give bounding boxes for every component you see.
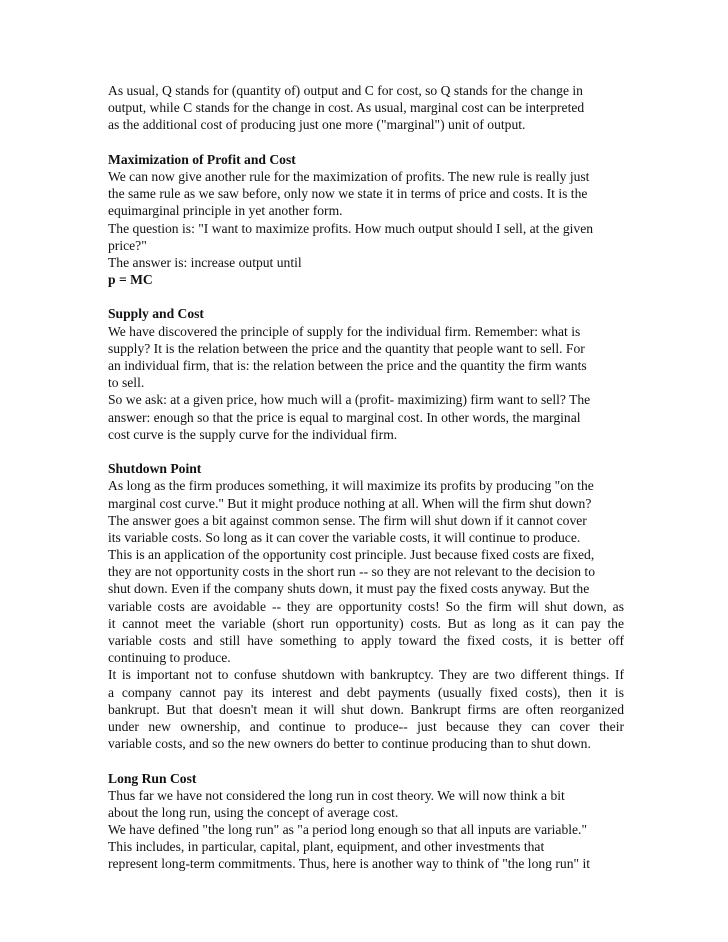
text-line: It is important not to confuse shutdown with bankruptcy. They are two different things. If	[108, 667, 624, 683]
section-heading: Maximization of Profit and Cost	[108, 151, 296, 167]
text-line: it cannot meet the variable (short run opportunity) costs. But as long as it can pay the	[108, 615, 624, 631]
text-line: the same rule as we saw before, only now we state it in terms of price and costs. It is the	[108, 186, 588, 202]
text-line: shut down. Even if the company shuts down, it must pay the fixed costs anyway. But the	[108, 581, 590, 597]
text-line: represent long-term commitments. Thus, here is another way to think of "the long run" it	[108, 856, 590, 872]
text-line: variable costs and still have something to apply toward the fixed costs, it is better off	[108, 633, 624, 648]
text-line: The answer is: increase output until	[108, 254, 302, 270]
section-heading: Long Run Cost	[108, 770, 197, 786]
text-line: output, while C stands for the change in cost. As usual, marginal cost can be interpreted	[108, 100, 585, 116]
text-line: answer: enough so that the price is equal to marginal cost. In other words, the marginal	[108, 409, 581, 425]
text-line: a company cannot pay its interest and debt payments (usually fixed costs), then it is	[108, 684, 624, 700]
text-line: This is an application of the opportunity cost principle. Just because fixed costs are fixed,	[108, 547, 595, 563]
text-line: to sell.	[108, 375, 145, 391]
text-line: equimarginal principle in yet another form.	[108, 203, 343, 219]
section-heading: Shutdown Point	[108, 461, 202, 477]
text-line: cost curve is the supply curve for the individual firm.	[108, 426, 398, 442]
text-line: as the additional cost of producing just one more ("marginal") unit of output.	[108, 117, 526, 133]
section-heading: Supply and Cost	[108, 306, 204, 322]
text-line: We have discovered the principle of supply for the individual firm. Remember: what is	[108, 323, 581, 339]
text-line: We can now give another rule for the maximization of profits. The new rule is really just	[108, 168, 590, 184]
text-line: The answer goes a bit against common sense. The firm will shut down if it cannot cover	[108, 512, 587, 528]
text-line: its variable costs. So long as it can cover the variable costs, it will continue to produce.	[108, 529, 581, 545]
text-line: continuing to produce.	[108, 650, 231, 666]
text-line: bankrupt. But that doesn't mean it will shut down. Bankrupt firms are often reorganized	[108, 701, 624, 717]
text-line: We have defined "the long run" as "a period long enough so that all inputs are variable."	[108, 822, 587, 838]
text-line: price?"	[108, 237, 147, 253]
text-line: an individual firm, that is: the relation between the price and the quantity the firm wants	[108, 358, 587, 373]
text-line: variable costs, and so the new owners do better to continue producing than to shut down.	[108, 736, 591, 752]
text-line: supply? It is the relation between the price and the quantity that people want to sell. For	[108, 340, 585, 356]
text-line: The question is: "I want to maximize profits. How much output should I sell, at the given	[108, 220, 594, 236]
text-line: As usual, Q stands for (quantity of) output and C for cost, so Q stands for the change in	[108, 83, 583, 98]
text-line: variable costs are avoidable -- they are opportunity costs! So the firm will shut down, as	[108, 598, 624, 614]
section-shutdown	[108, 460, 624, 752]
text-line: This includes, in particular, capital, plant, equipment, and other investments that	[108, 839, 545, 855]
text-line: marginal cost curve." But it might produce nothing at all. When will the firm shut down?	[108, 495, 592, 511]
formula: p = MC	[108, 272, 153, 288]
text-line: they are not opportunity costs in the short run -- so they are not relevant to the decision to	[108, 564, 595, 580]
text-line: under new ownership, and continue to produce-- just because they can cover their	[108, 718, 624, 734]
text-line: As long as the firm produces something, it will maximize its profits by producing "on the	[108, 478, 594, 494]
text-line: So we ask: at a given price, how much will a (profit- maximizing) firm want to sell? The	[108, 392, 591, 408]
document-body	[108, 82, 624, 890]
section-longrun	[108, 770, 624, 873]
section-intro	[108, 82, 624, 134]
section-supply	[108, 305, 624, 443]
text-line: Thus far we have not considered the long run in cost theory. We will now think a bit	[108, 787, 565, 803]
section-maximization	[108, 151, 624, 289]
text-line: about the long run, using the concept of average cost.	[108, 804, 399, 820]
